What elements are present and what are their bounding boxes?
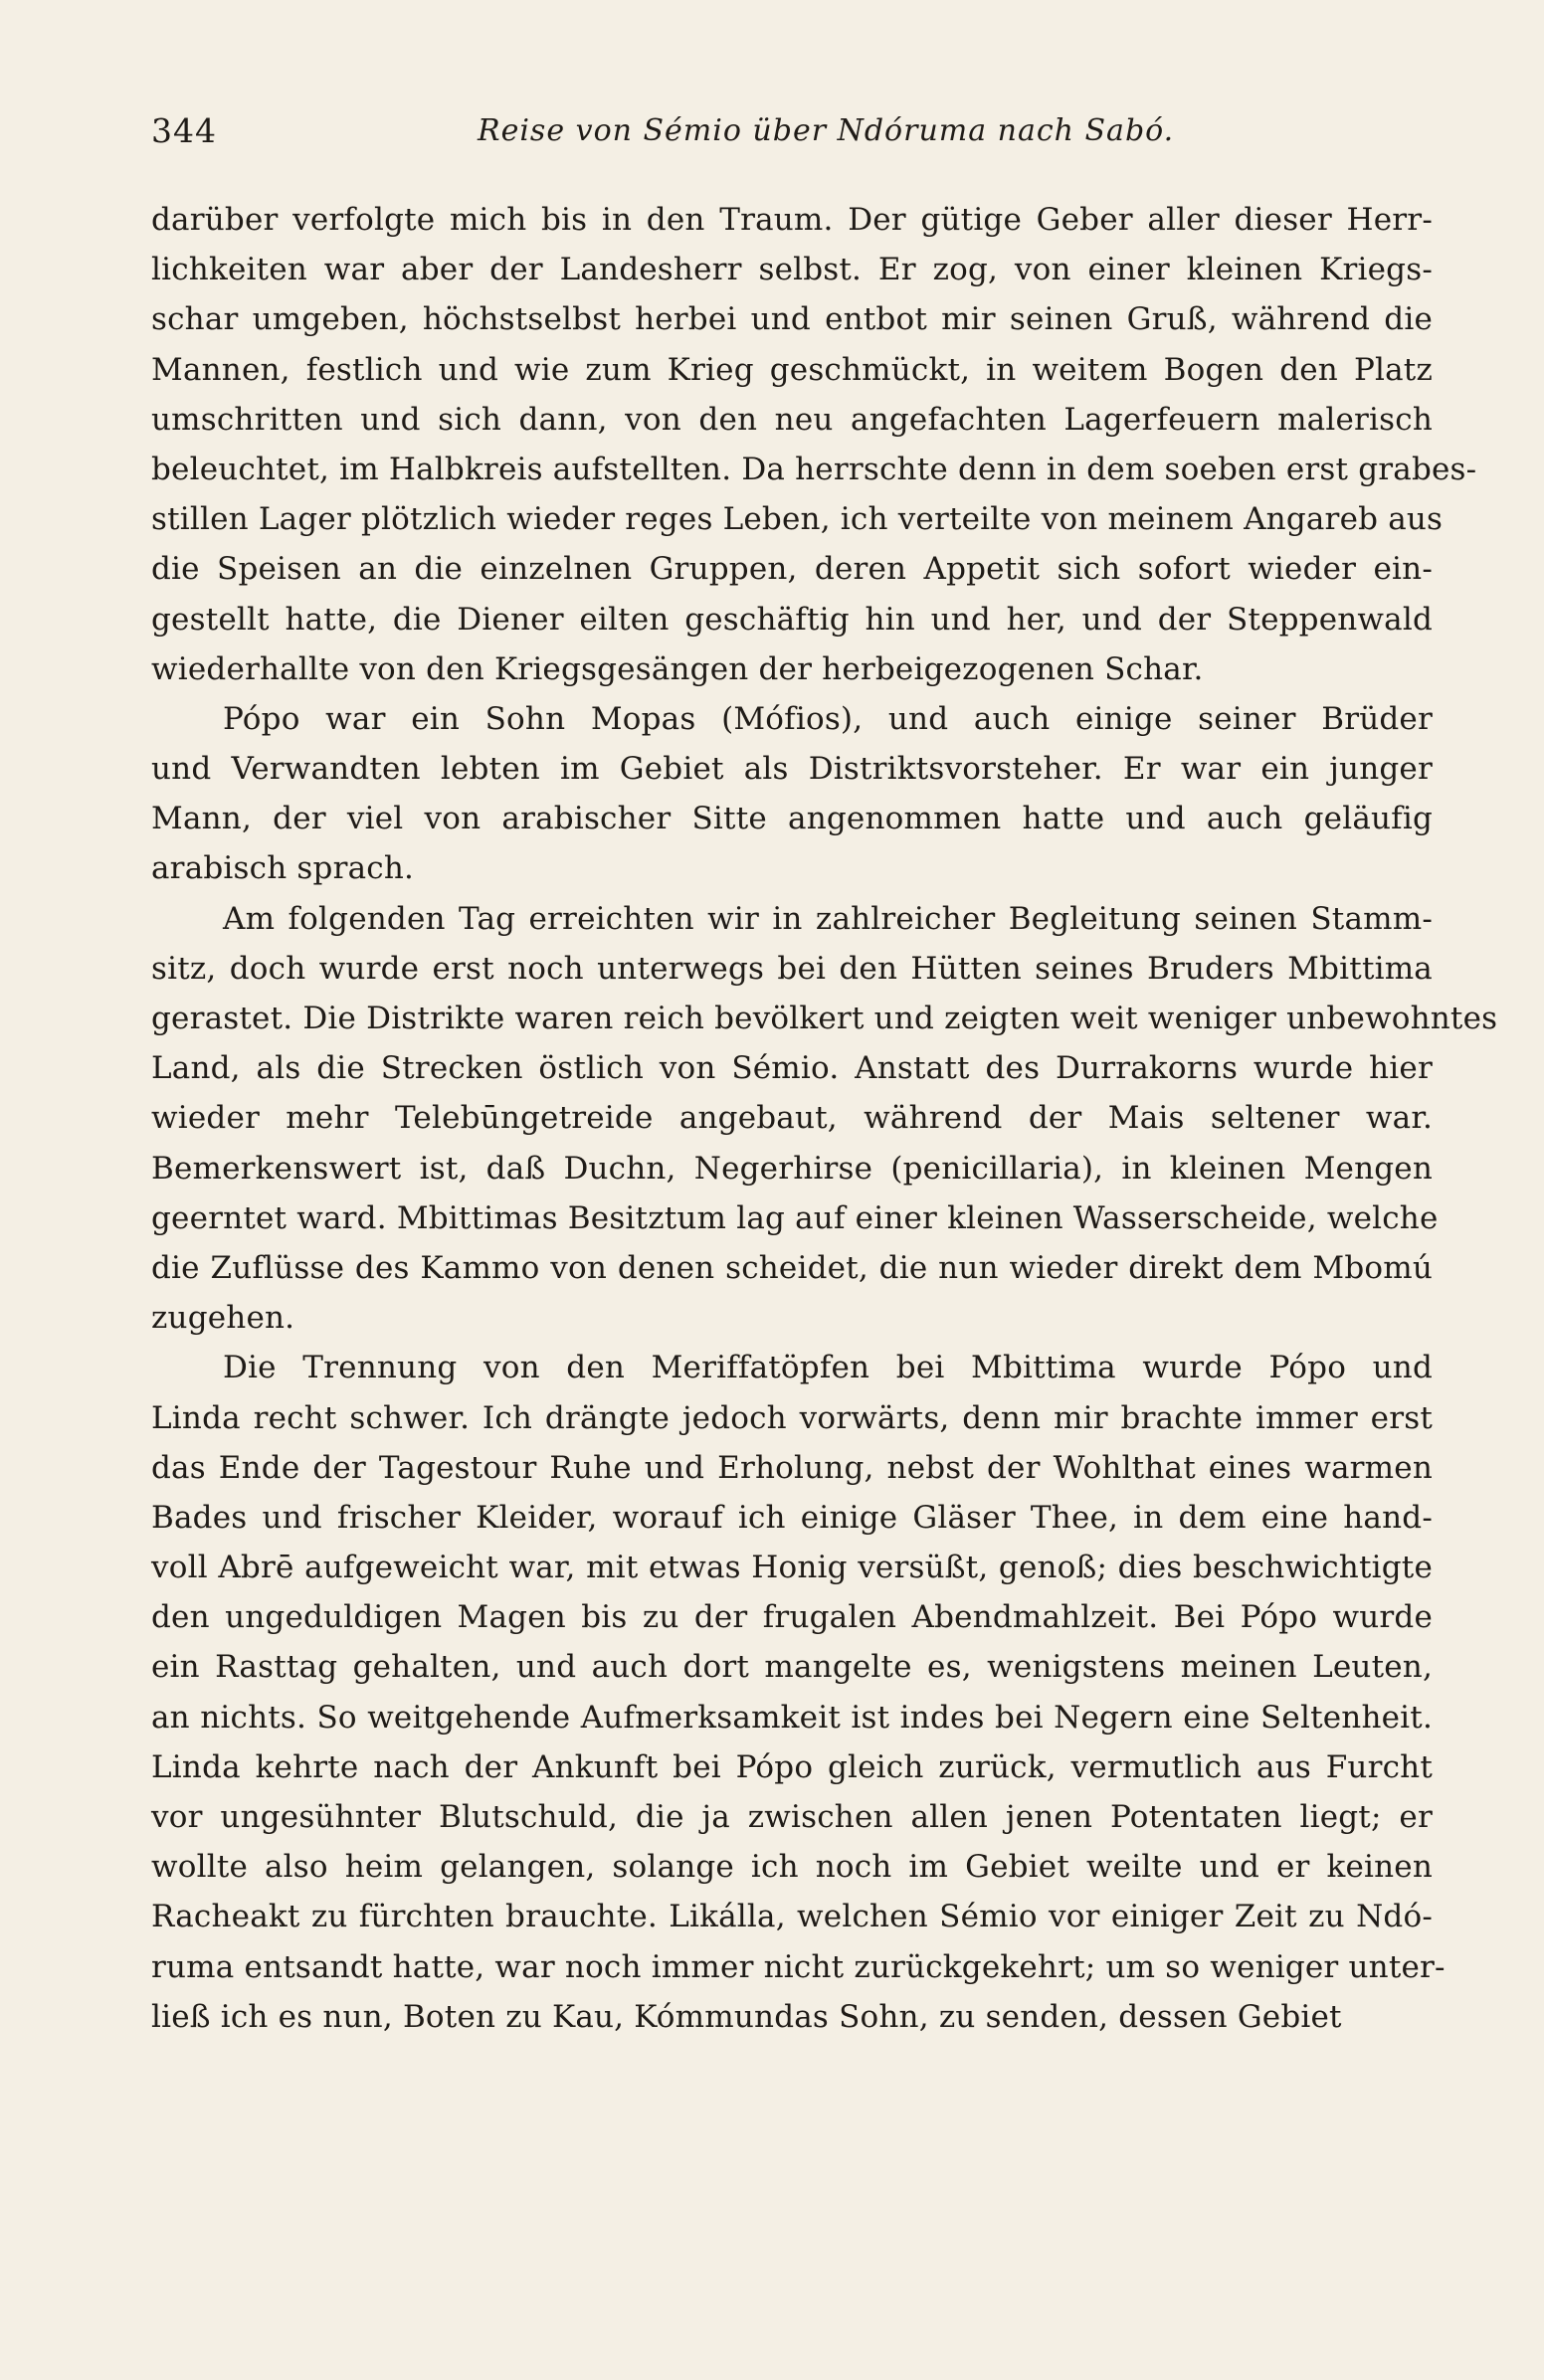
text-line: Racheakt zu fürchten brauchte. Likálla, welchen Sémio vor einiger Zeit zu Ndó- [151, 1899, 1433, 1935]
text-line: Bades und frischer Kleider, worauf ich einige Gläser Thee, in dem eine hand- [151, 1499, 1433, 1536]
text-line: das Ende der Tagestour Ruhe und Erholung, nebst der Wohlthat eines warmen [151, 1449, 1433, 1486]
text-line: Land, als die Strecken östlich von Sémio. Anstatt des Durrakorns wurde hier [151, 1050, 1433, 1087]
text-line: wiederhallte von den Kriegsgesängen der herbeigezogenen Schar. [151, 650, 1204, 687]
text-line: wollte also heim gelangen, solange ich noch im Gebiet weilte und er keinen [151, 1849, 1433, 1886]
text-line: lichkeiten war aber der Landesherr selbst. Er zog, von einer kleinen Kriegs- [151, 252, 1433, 288]
text-line: Mann, der viel von arabischer Sitte angenommen hatte und auch geläufig [151, 801, 1433, 837]
text-line: die Speisen an die einzelnen Gruppen, deren Appetit sich sofort wieder ein- [151, 551, 1433, 588]
text-line: darüber verfolgte mich bis in den Traum. Der gütige Geber aller dieser Herr- [151, 202, 1433, 238]
page-header [151, 111, 1433, 157]
text-line: umschritten und sich dann, von den neu angefachten Lagerfeuern malerisch [151, 401, 1433, 438]
text-line: und Verwandten lebten im Gebiet als Distriktsvorsteher. Er war ein junger [151, 751, 1433, 788]
text-line: gerastet. Die Distrikte waren reich bevölkert und zeigten weit weniger unbewohntes [151, 1001, 1498, 1036]
paragraph [151, 195, 1477, 694]
text-line: den ungeduldigen Magen bis zu der frugalen Abendmahlzeit. Bei Pópo wurde [151, 1599, 1433, 1636]
text-line: die Zuflüsse des Kammo von denen scheidet, die nun wieder direkt dem Mbomú [151, 1249, 1433, 1286]
text-line: Linda recht schwer. Ich drängte jedoch vorwärts, denn mir brachte immer erst [151, 1399, 1433, 1436]
text-line: gestellt hatte, die Diener eilten geschäftig hin und her, und der Steppenwald [151, 601, 1433, 638]
text-line: stillen Lager plötzlich wieder reges Leben, ich verteilte von meinem Angareb aus [151, 501, 1444, 538]
text-line: Am folgenden Tag erreichten wir in zahlreicher Begleitung seinen Stamm- [223, 900, 1433, 937]
text-line: an nichts. So weitgehende Aufmerksamkeit ist indes bei Negern eine Seltenheit. [151, 1699, 1433, 1736]
text-line: schar umgeben, höchstselbst herbei und entbot mir seinen Gruß, während die [151, 301, 1433, 338]
running-head: Reise von Sémio über Ndóruma nach Sabó. [478, 113, 1175, 148]
text-line: ein Rasttag gehalten, und auch dort mangelte es, wenigstens meinen Leuten, [151, 1649, 1433, 1686]
text-line: zugehen. [151, 1300, 295, 1337]
page-number: 344 [151, 111, 217, 150]
text-line: geerntet ward. Mbittimas Besitztum lag auf einer kleinen Wasserscheide, welche [151, 1199, 1439, 1236]
text-line: ruma entsandt hatte, war noch immer nicht zurückgekehrt; um so weniger unter- [151, 1948, 1446, 1985]
text-line: voll Abrē aufgeweicht war, mit etwas Honig versüßt, genoß; dies beschwichtigte [151, 1550, 1433, 1586]
text-line: vor ungesühnter Blutschuld, die ja zwischen allen jenen Potentaten liegt; er [151, 1799, 1433, 1835]
paragraph [151, 694, 1433, 894]
paragraph [151, 1343, 1446, 2042]
text-line: beleuchtet, im Halbkreis aufstellten. Da herrschte denn in dem soeben erst grabes- [151, 451, 1477, 487]
text-line: Bemerkenswert ist, daß Duchn, Negerhirse (penicillaria), in kleinen Mengen [151, 1150, 1433, 1187]
body-text [151, 195, 1498, 2042]
text-line: arabisch sprach. [151, 850, 415, 887]
text-line: ließ ich es nun, Boten zu Kau, Kómmundas Sohn, zu senden, dessen Gebiet [151, 1998, 1342, 2035]
text-line: wieder mehr Telebūngetreide angebaut, während der Mais seltener war. [151, 1100, 1433, 1137]
text-line: Die Trennung von den Meriffatöpfen bei Mbittima wurde Pópo und [223, 1350, 1433, 1386]
text-line: Linda kehrte nach der Ankunft bei Pópo gleich zurück, vermutlich aus Furcht [151, 1748, 1433, 1785]
text-line: Pópo war ein Sohn Mopas (Mófios), und auch einige seiner Brüder [223, 700, 1433, 737]
text-line: Mannen, festlich und wie zum Krieg geschmückt, in weitem Bogen den Platz [151, 351, 1433, 388]
text-line: sitz, doch wurde erst noch unterwegs bei den Hütten seines Bruders Mbittima [151, 950, 1433, 987]
paragraph [151, 894, 1498, 1344]
